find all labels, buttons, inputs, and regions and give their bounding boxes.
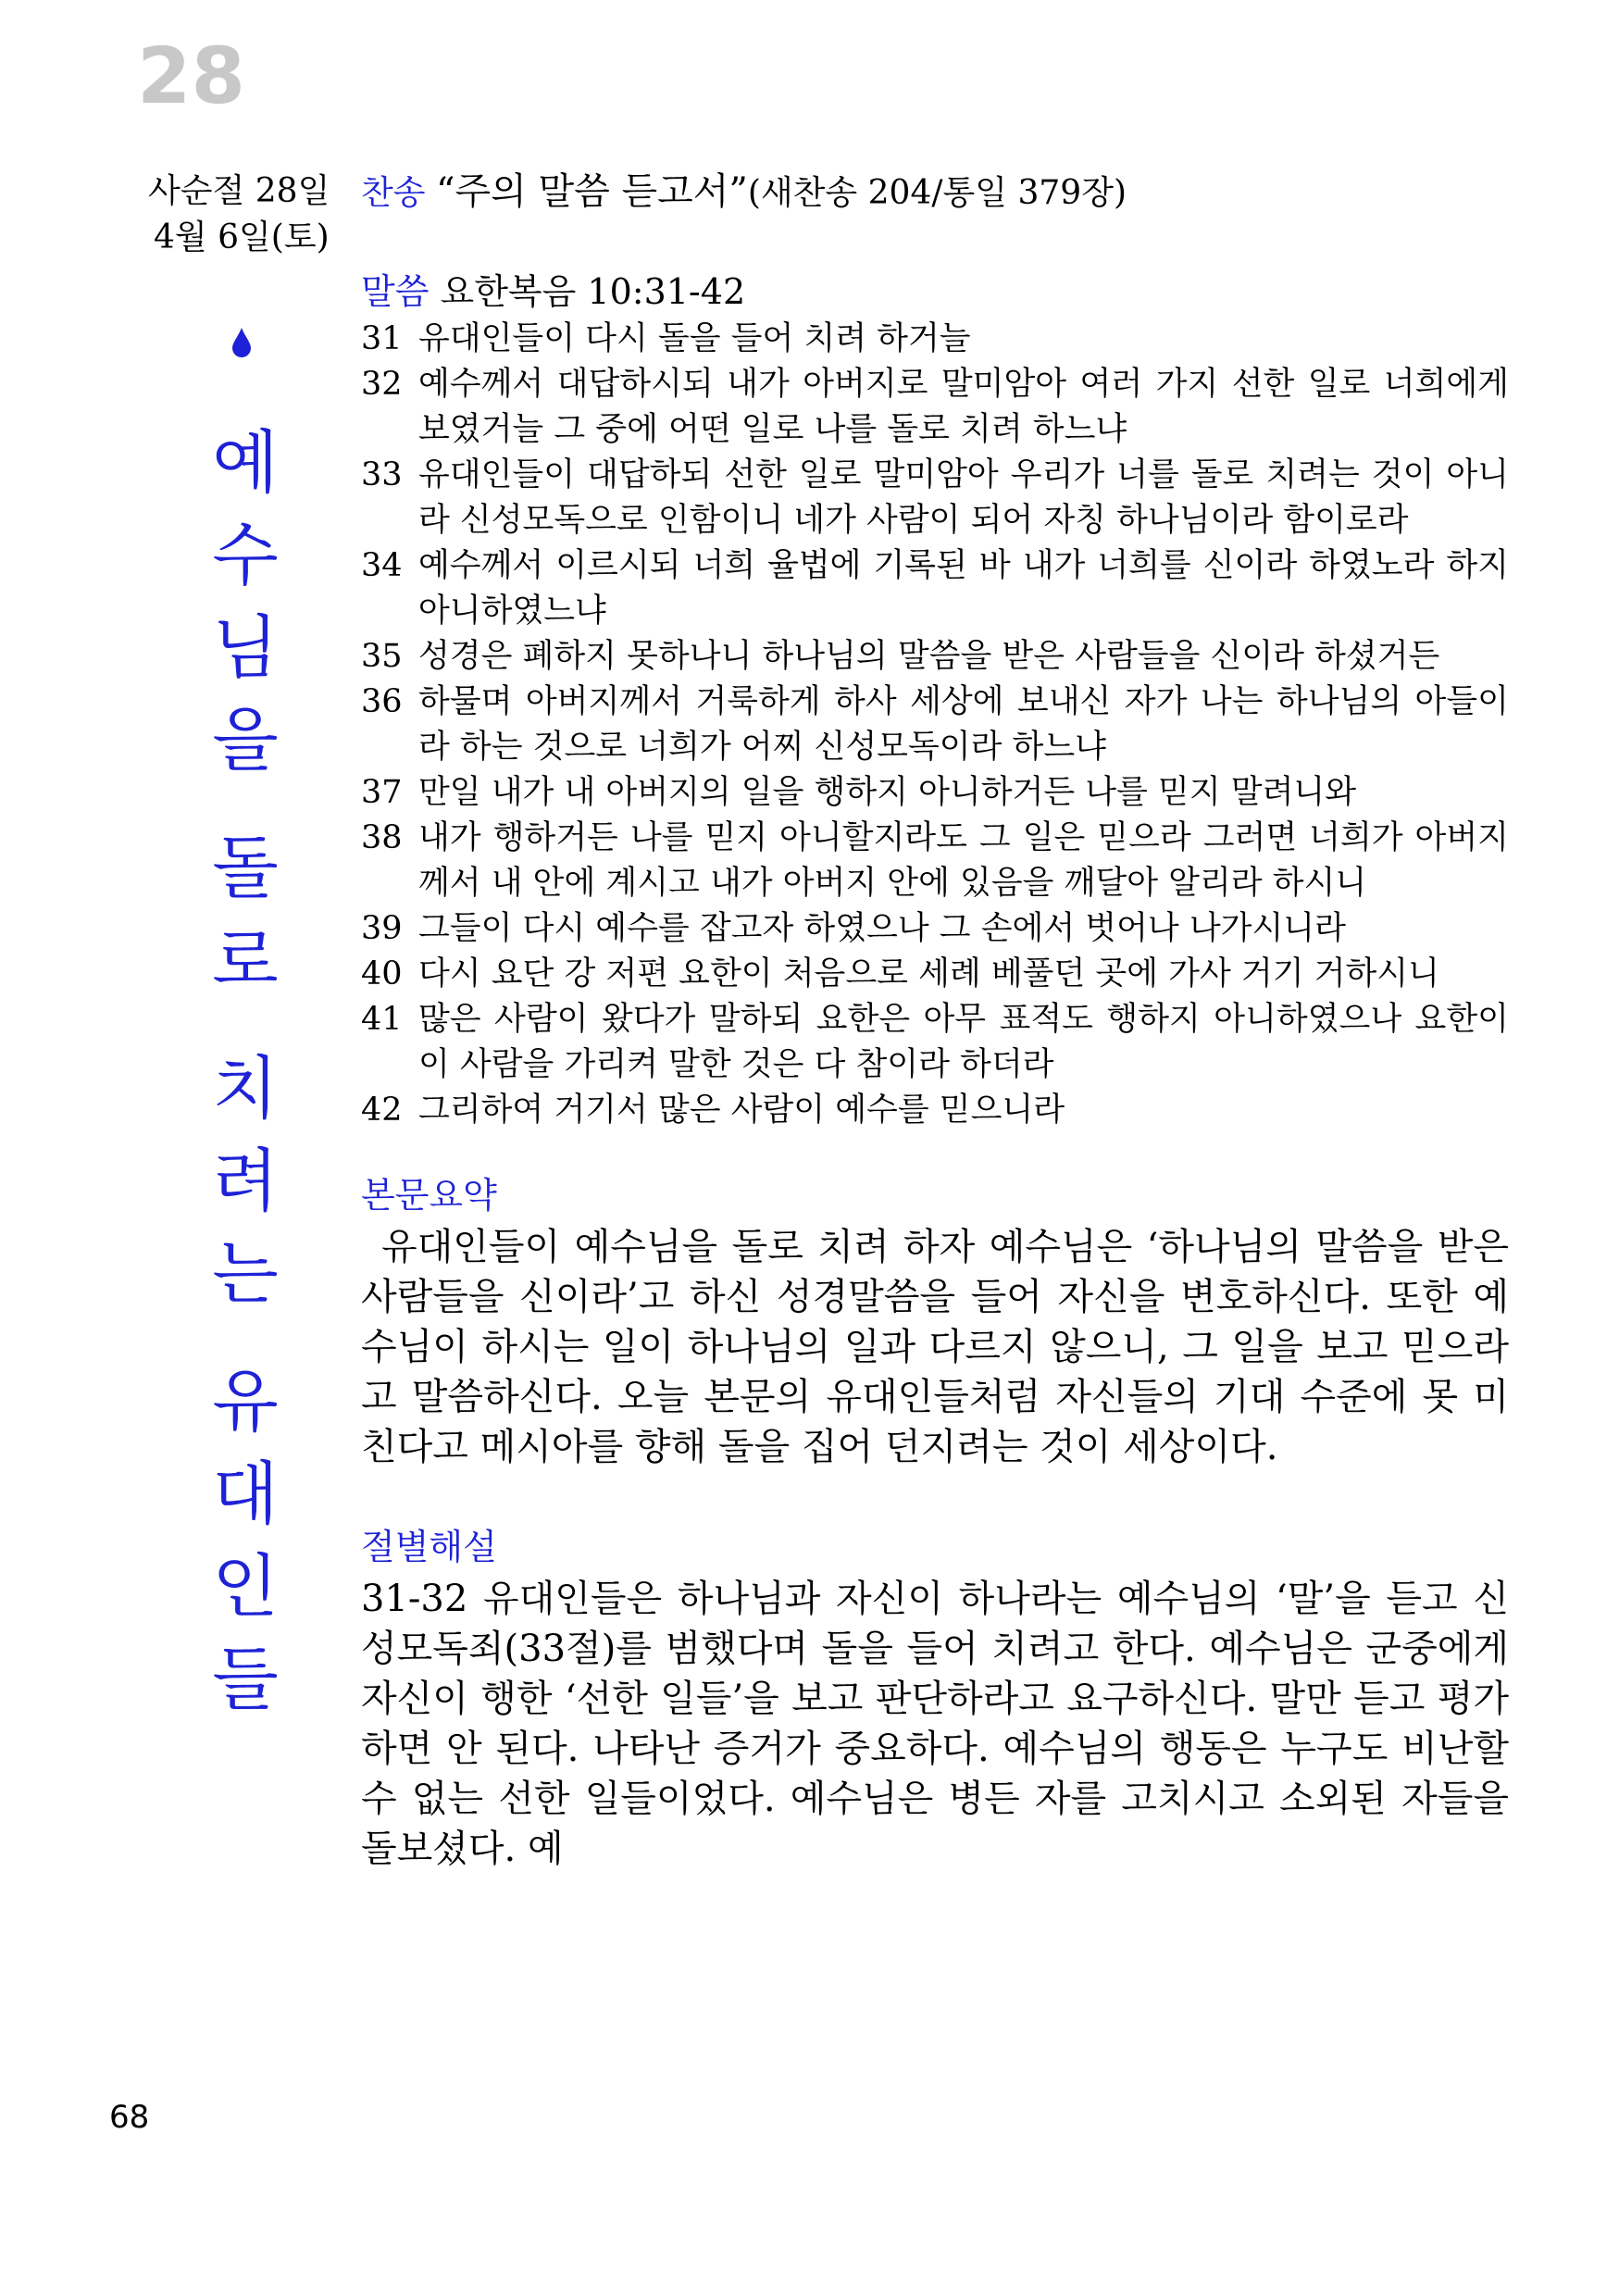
- verse-text: 다시 요단 강 저편 요한이 처음으로 세례 베풀던 곳에 가사 거기 거하시니: [418, 955, 1439, 992]
- verse-text: 그들이 다시 예수를 잡고자 하였으나 그 손에서 벗어나 나가시니라: [418, 910, 1346, 947]
- verse: [361, 1088, 1509, 1133]
- hymn-title: “주의 말씀 듣고서”: [436, 170, 748, 213]
- calendar-date: 4월 6일(토): [154, 218, 330, 256]
- verse-number: 41: [361, 1001, 403, 1038]
- theme-char: 예: [212, 423, 279, 503]
- page-number: 68: [109, 2099, 150, 2136]
- verse-list: [361, 317, 1509, 1133]
- theme-char: 수: [212, 516, 279, 595]
- scripture-heading: [361, 268, 1509, 315]
- day-number: 28: [137, 31, 245, 121]
- verse: [361, 770, 1509, 816]
- theme-char: 인: [212, 1547, 279, 1627]
- hymn-line: [361, 168, 1127, 217]
- verse: [361, 906, 1509, 952]
- verse-number: 35: [361, 638, 403, 675]
- theme-char: 들: [212, 1640, 279, 1719]
- summary-heading: 본문요약: [361, 1175, 497, 1216]
- verse: [361, 680, 1509, 770]
- theme-char: [204, 787, 287, 822]
- verse-text: 유대인들이 대답하되 선한 일로 말미암아 우리가 너를 돌로 치려는 것이 아니라 신성모독으로 인함이니 네가 사람이 되어 자칭 하나님이라 함이로라: [418, 456, 1509, 539]
- verse-text: 만일 내가 내 아버지의 일을 행하지 아니하거든 나를 믿지 말려니와: [418, 774, 1357, 811]
- date-label: [148, 168, 330, 261]
- verse: [361, 816, 1509, 906]
- verse-number: 40: [361, 955, 403, 992]
- verse: [361, 543, 1509, 634]
- verse: [361, 634, 1509, 680]
- verse-number: 32: [361, 366, 403, 403]
- verse: [361, 362, 1509, 453]
- verse-number: 33: [361, 456, 403, 493]
- theme-char: 님: [212, 608, 279, 688]
- water-drop-icon: [230, 326, 254, 357]
- verse-number: 36: [361, 683, 403, 720]
- verse: [361, 453, 1509, 543]
- scripture-reference: 요한복음 10:31-42: [440, 271, 746, 312]
- verse-text: 하물며 아버지께서 거룩하게 하사 세상에 보내신 자가 나는 하나님의 아들이라 하는 것으로 너희가 어찌 신성모독이라 하느냐: [418, 683, 1509, 766]
- commentary-body: 31-32 유대인들은 하나님과 자신이 하나라는 예수님의 ‘말’을 듣고 신성모독죄(33절)를 범했다며 돌을 들어 치려고 한다. 예수님은 군중에게 자신이 행한 ‘선한 일들’을 보고 판단하라고 요구하신다. 말만 듣고 평가하면 안 된다. 나타난 증거가 중요하다. 예수님의 행동은 누구도 비난할 수 없는 선한 일들이었다. 예수님은 병든 자를 고치시고 소외된 자들을 돌보셨다. 예: [361, 1578, 1509, 1870]
- theme-char: 치: [212, 1049, 279, 1129]
- commentary-heading: 절별해설: [361, 1527, 497, 1567]
- verse-text: 예수께서 이르시되 너희 율법에 기록된 바 내가 너희를 신이라 하였노라 하지 아니하였느냐: [418, 547, 1509, 630]
- main-content: [361, 268, 1509, 1874]
- verse-number: 37: [361, 774, 403, 811]
- theme-char: 돌: [212, 829, 279, 908]
- verse-number: 39: [361, 910, 403, 947]
- hymn-reference: (새찬송 204/통일 379장): [747, 174, 1127, 212]
- theme-char: 유: [212, 1362, 279, 1441]
- verse-text: 내가 행하거든 나를 믿지 아니할지라도 그 일은 믿으라 그러면 너희가 아버지께서 내 안에 계시고 내가 아버지 안에 있음을 깨달아 알리라 하시니: [418, 819, 1509, 902]
- theme-char: 을: [212, 701, 279, 780]
- verse-text: 유대인들이 다시 돌을 들어 치려 하거늘: [418, 320, 971, 357]
- theme-char: 로: [212, 921, 279, 1001]
- verse-text: 그리하여 거기서 많은 사람이 예수를 믿으니라: [418, 1092, 1065, 1129]
- verse: [361, 997, 1509, 1088]
- verse-text: 예수께서 대답하시되 내가 아버지로 말미암아 여러 가지 선한 일로 너희에게 보였거늘 그 중에 어떤 일로 나를 돌로 치려 하느냐: [418, 366, 1509, 448]
- theme-char: 대: [212, 1454, 279, 1534]
- verse-number: 38: [361, 819, 403, 856]
- hymn-label: 찬송: [361, 174, 426, 212]
- theme-char: 는: [212, 1234, 279, 1314]
- verse: [361, 317, 1509, 362]
- verse-number: 42: [361, 1092, 403, 1129]
- verse-number: 34: [361, 547, 403, 584]
- summary-body: 유대인들이 예수님을 돌로 치려 하자 예수님은 ‘하나님의 말씀을 받은 사람들을 신이라’고 하신 성경말씀을 들어 자신을 변호하신다. 또한 예수님이 하시는 일이 하나님의 일과 다르지 않으니, 그 일을 보고 믿으라고 말씀하신다. 오늘 본문의 유대인들처럼 자신들의 기대 수준에 못 미친다고 메시아를 향해 돌을 집어 던지려는 것이 세상이다.: [361, 1226, 1509, 1468]
- theme-char: 려: [212, 1142, 279, 1221]
- lent-day: 사순절 28일: [148, 172, 330, 210]
- theme-char: [204, 1320, 287, 1355]
- theme-title: [204, 417, 287, 1726]
- theme-char: [204, 1007, 287, 1042]
- verse: [361, 952, 1509, 997]
- verse-text: 성경은 폐하지 못하나니 하나님의 말씀을 받은 사람들을 신이라 하셨거든: [418, 638, 1440, 675]
- verse-number: 31: [361, 320, 403, 357]
- verse-text: 많은 사람이 왔다가 말하되 요한은 아무 표적도 행하지 아니하였으나 요한이 이 사람을 가리켜 말한 것은 다 참이라 하더라: [418, 1001, 1509, 1083]
- scripture-label: 말씀: [361, 271, 430, 312]
